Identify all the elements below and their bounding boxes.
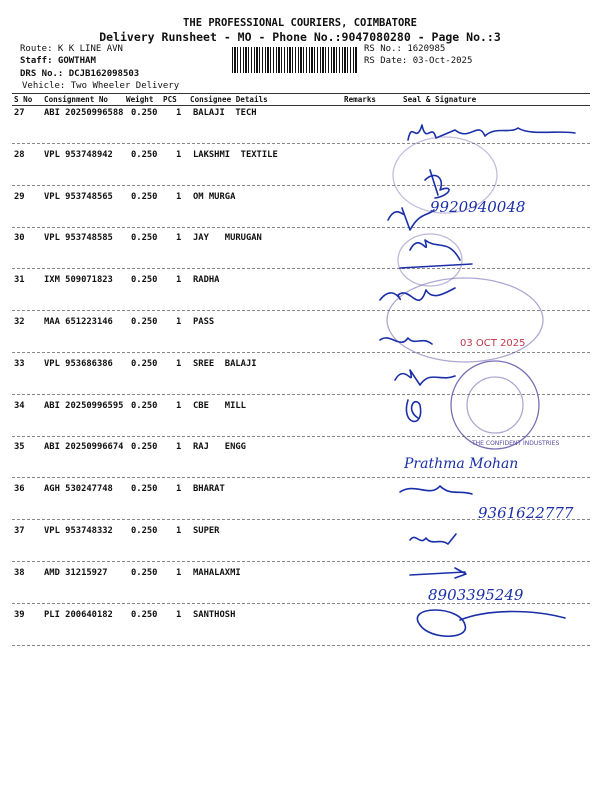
cell-consignment: AMD 31215927 — [44, 567, 108, 578]
row-divider — [12, 645, 590, 646]
cell-consignee: LAKSHMI TEXTILE — [193, 149, 278, 160]
runsheet-subtitle: Delivery Runsheet - MO - Phone No.:9047080280 - Page No.:3 — [99, 30, 501, 44]
col-consignment: Consignment No — [44, 95, 109, 104]
table-row — [0, 401, 600, 442]
row-divider — [12, 561, 590, 562]
cell-sno: 34 — [14, 400, 25, 411]
cell-sno: 29 — [14, 191, 25, 202]
cell-weight: 0.250 — [131, 526, 158, 536]
cell-consignee: SUPER — [193, 526, 220, 536]
table-row — [0, 233, 600, 274]
cell-pcs: 1 — [176, 609, 182, 620]
rs-number: RS No.: 1620985 — [364, 44, 446, 54]
cell-sno: 30 — [14, 233, 25, 244]
cell-sno: 33 — [14, 358, 25, 369]
cell-sno: 37 — [14, 526, 25, 536]
cell-consignee: RADHA — [193, 275, 220, 286]
cell-pcs: 1 — [176, 275, 182, 286]
cell-consignment: IXM 509071823 — [44, 275, 113, 286]
cell-pcs: 1 — [176, 484, 182, 495]
row-divider — [12, 143, 590, 144]
cell-sno: 32 — [14, 317, 25, 327]
cell-sno: 31 — [14, 275, 25, 286]
column-rule — [12, 105, 590, 106]
cell-consignment: VPL 953748332 — [44, 526, 113, 536]
row-divider — [12, 519, 590, 520]
cell-weight: 0.250 — [131, 149, 158, 160]
cell-sno: 28 — [14, 149, 25, 160]
cell-pcs: 1 — [176, 442, 182, 453]
stamp-company: THE CONFIDENT INDUSTRIES — [472, 440, 560, 447]
row-divider — [12, 436, 590, 437]
cell-sno: 27 — [14, 108, 25, 118]
cell-sno: 38 — [14, 567, 25, 578]
cell-pcs: 1 — [176, 526, 182, 536]
handwritten-phone-29: 9920940048 — [430, 198, 526, 216]
table-row — [0, 192, 600, 233]
row-divider — [12, 352, 590, 353]
cell-sno: 35 — [14, 442, 25, 453]
rs-date: RS Date: 03-Oct-2025 — [364, 56, 473, 66]
barcode — [232, 47, 358, 73]
cell-consignment: VPL 953748585 — [44, 233, 113, 244]
row-divider — [12, 185, 590, 186]
row-divider — [12, 477, 590, 478]
cell-pcs: 1 — [176, 567, 182, 578]
table-row — [0, 108, 600, 149]
cell-consignment: PLI 200640182 — [44, 609, 113, 620]
cell-weight: 0.250 — [131, 317, 158, 327]
cell-weight: 0.250 — [131, 442, 158, 453]
cell-weight: 0.250 — [131, 191, 158, 202]
staff-label: Staff: GOWTHAM — [20, 56, 96, 66]
cell-consignment: AGH 530247748 — [44, 484, 113, 495]
cell-weight: 0.250 — [131, 609, 158, 620]
table-row — [0, 275, 600, 316]
table-row — [0, 568, 600, 609]
cell-consignee: BALAJI TECH — [193, 108, 257, 118]
cell-pcs: 1 — [176, 149, 182, 160]
route-label: Route: K K LINE AVN — [20, 44, 123, 54]
cell-weight: 0.250 — [131, 108, 158, 118]
cell-pcs: 1 — [176, 317, 182, 327]
table-row — [0, 526, 600, 567]
col-consignee: Consignee Details — [190, 95, 268, 104]
col-pcs: PCS — [163, 95, 177, 104]
cell-consignment: ABI 20250996595 — [44, 400, 124, 411]
cell-consignee: SREE BALAJI — [193, 358, 257, 369]
cell-weight: 0.250 — [131, 400, 158, 411]
cell-consignee: PASS — [193, 317, 215, 327]
col-weight: Weight — [126, 95, 154, 104]
cell-weight: 0.250 — [131, 484, 158, 495]
cell-weight: 0.250 — [131, 358, 158, 369]
cell-pcs: 1 — [176, 400, 182, 411]
table-row — [0, 442, 600, 483]
table-row — [0, 150, 600, 191]
cell-consignment: VPL 953748942 — [44, 149, 113, 160]
col-sno: S No — [14, 95, 33, 104]
stamp-date: 03 OCT 2025 — [460, 338, 526, 349]
cell-pcs: 1 — [176, 191, 182, 202]
drs-number: DRS No.: DCJB162098503 — [20, 69, 140, 79]
cell-pcs: 1 — [176, 108, 182, 118]
row-divider — [12, 268, 590, 269]
cell-consignment: VPL 953686386 — [44, 358, 113, 369]
cell-sno: 39 — [14, 609, 25, 620]
table-row — [0, 484, 600, 525]
col-seal-signature: Seal & Signature — [403, 95, 477, 104]
company-title: THE PROFESSIONAL COURIERS, COIMBATORE — [183, 17, 417, 29]
cell-sno: 36 — [14, 484, 25, 495]
table-row — [0, 610, 600, 651]
row-divider — [12, 310, 590, 311]
cell-consignee: MAHALAXMI — [193, 567, 241, 578]
handwritten-phone-36: 9361622777 — [478, 504, 574, 522]
cell-consignee: OM MURGA — [193, 191, 236, 202]
cell-consignment: ABI 20250996588 — [44, 108, 124, 118]
row-divider — [12, 603, 590, 604]
cell-pcs: 1 — [176, 233, 182, 244]
cell-weight: 0.250 — [131, 567, 158, 578]
cell-weight: 0.250 — [131, 233, 158, 244]
cell-consignee: RAJ ENGG — [193, 442, 246, 453]
cell-weight: 0.250 — [131, 275, 158, 286]
handwritten-phone-39: 8903395249 — [428, 586, 524, 604]
cell-pcs: 1 — [176, 358, 182, 369]
cell-consignee: JAY MURUGAN — [193, 233, 262, 244]
vehicle-label: Vehicle: Two Wheeler Delivery — [22, 81, 180, 91]
cell-consignment: MAA 651223146 — [44, 317, 113, 327]
row-divider — [12, 394, 590, 395]
cell-consignment: ABI 20250996674 — [44, 442, 124, 453]
header-rule — [12, 93, 590, 94]
cell-consignee: SANTHOSH — [193, 609, 236, 620]
table-row — [0, 359, 600, 400]
cell-consignee: BHARAT — [193, 484, 225, 495]
col-remarks: Remarks — [344, 95, 377, 104]
row-divider — [12, 227, 590, 228]
cell-consignee: CBE MILL — [193, 400, 246, 411]
cell-consignment: VPL 953748565 — [44, 191, 113, 202]
table-row — [0, 317, 600, 358]
handwritten-name-35: Prathma Mohan — [404, 456, 519, 472]
